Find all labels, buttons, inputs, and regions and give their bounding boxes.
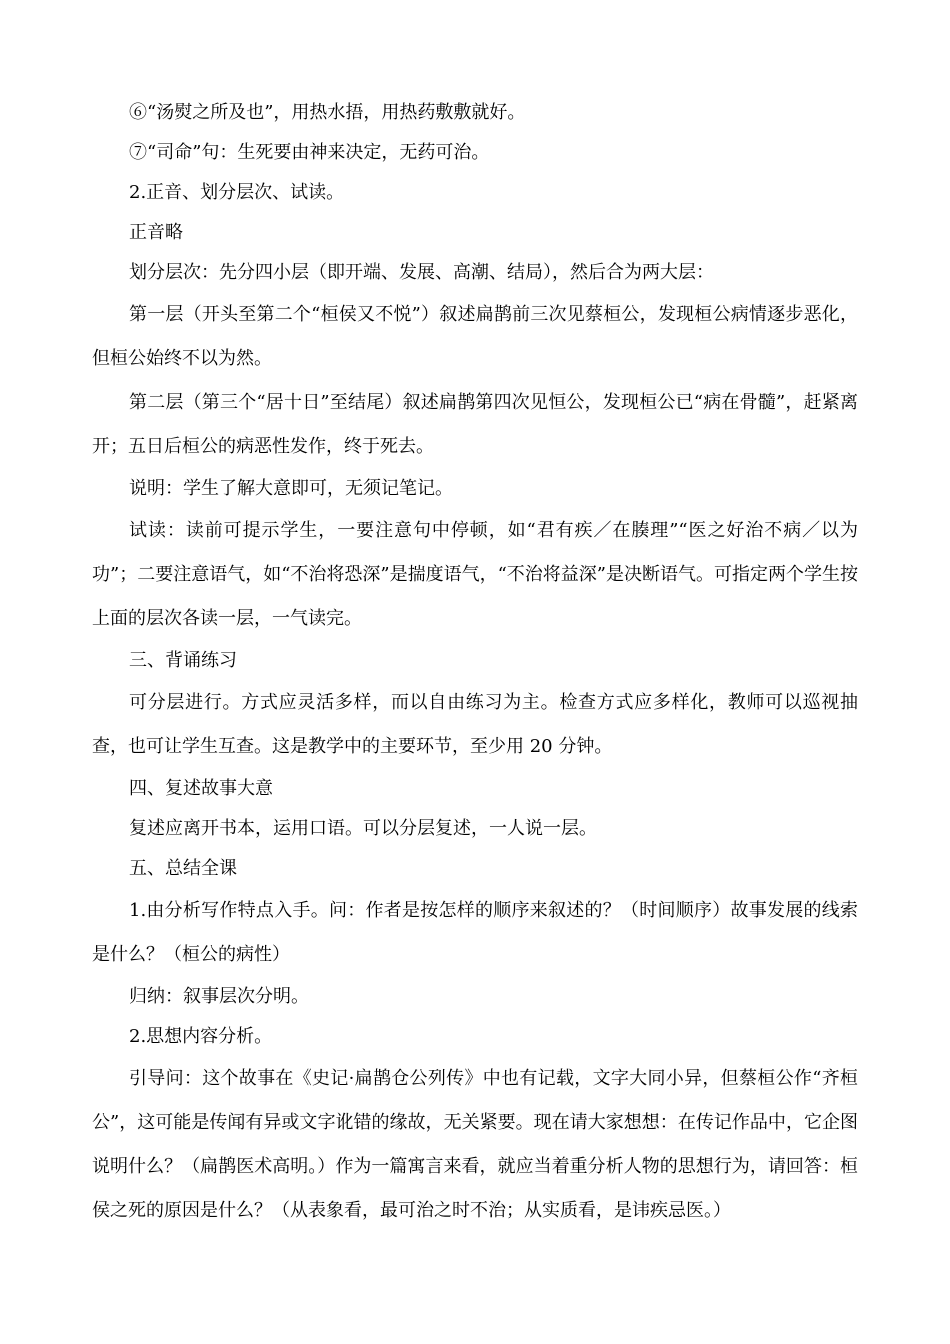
paragraph-step-2-heading: 2.正音、划分层次、试读。 — [129, 182, 345, 203]
section-heading-recitation: 三、背诵练习 — [129, 650, 237, 671]
paragraph-recitation: 可分层进行。方式应灵活多样，而以自由练习为主。检查方式应多样化，教师可以巡视抽查，也可让学生互查。这是教学中的主要环节，至少用 20 分钟。 — [92, 692, 858, 757]
section-heading-summary: 五、总结全课 — [129, 858, 237, 879]
paragraph-second-layer: 第二层（第三个“居十日”至结尾）叙述扁鹊第四次见恒公，发现桓公已“病在骨髓”，赶紧离开；五日后桓公的病恶性发作，终于死去。 — [92, 392, 858, 457]
paragraph-writing-features: 1.由分析写作特点入手。问：作者是按怎样的顺序来叙述的？（时间顺序）故事发展的线索是什么？（桓公的病性） — [92, 900, 858, 965]
paragraph-first-layer: 第一层（开头至第二个“桓侯又不悦”）叙述扁鹊前三次见蔡桓公，发现桓公病情逐步恶化，但桓公始终不以为然。 — [92, 304, 858, 369]
paragraph-layer-division: 划分层次：先分四小层（即开端、发展、高潮、结局），然后合为两大层： — [129, 262, 714, 283]
paragraph-explanation: 说明：学生了解大意即可，无须记笔记。 — [129, 478, 453, 499]
paragraph-content-analysis-heading: 2.思想内容分析。 — [129, 1026, 273, 1047]
document-body — [92, 93, 858, 1233]
paragraph-trial-reading: 试读：读前可提示学生，一要注意句中停顿，如“君有疾／在腠理”“医之好治不病／以为功”；二要注意语气，如“不治将恐深”是揣度语气，“不治将益深”是决断语气。可指定两个学生按上面的层次各读一层，一气读完。 — [92, 520, 859, 629]
paragraph-note-6: ⑥“汤熨之所及也”，用热水捂，用热药敷敷就好。 — [129, 102, 526, 123]
paragraph-retelling: 复述应离开书本，运用口语。可以分层复述，一人说一层。 — [129, 818, 597, 839]
paragraph-note-7: ⑦“司命”句：生死要由神来决定，无药可治。 — [129, 142, 490, 163]
section-heading-retelling: 四、复述故事大意 — [129, 778, 273, 799]
paragraph-guided-question: 引导问：这个故事在《史记·扁鹊仓公列传》中也有记载，文字大同小异，但蔡桓公作“齐桓公”，这可能是传闻有异或文字讹错的缘故，无关紧要。现在请大家想想：在传记作品中，它企图说明什么？（扁鹊医术高明。）作为一篇寓言来看，就应当着重分析人物的思想行为，请回答：桓侯之死的原因是什么？（从表象看，最可治之时不治；从实质看，是讳疾忌医。） — [92, 1068, 858, 1221]
paragraph-pronunciation: 正音略 — [129, 222, 183, 243]
paragraph-conclusion: 归纳：叙事层次分明。 — [129, 986, 309, 1007]
